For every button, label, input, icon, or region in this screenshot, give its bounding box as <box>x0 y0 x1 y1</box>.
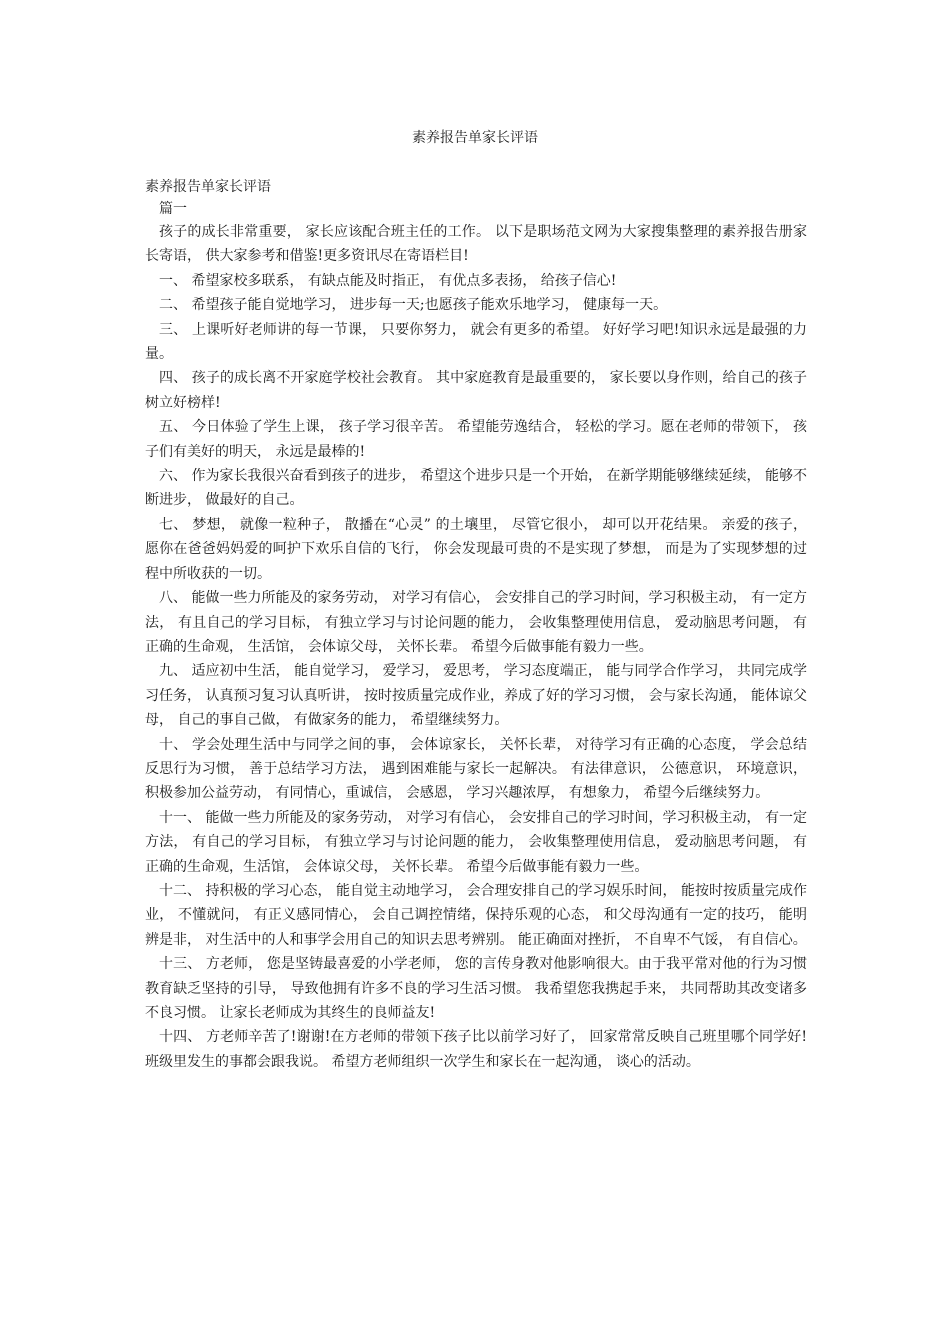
paragraph-4: 四、 孩子的成长离不开家庭学校社会教育。 其中家庭教育是最重要的， 家长要以身作则，给自己的孩子树立好榜样! <box>145 370 807 411</box>
page-title: 素养报告单家长评语 <box>412 130 538 146</box>
document-body <box>145 176 807 1074</box>
paragraph-10: 十、 学会处理生活中与同学之间的事， 会体谅家长， 关怀长辈， 对待学习有正确的心态度， 学会总结反思行为习惯， 善于总结学习方法， 遇到困难能与家长一起解决。 有法律意识， 公德意识， 环境意识， 积极参加公益劳动， 有同情心，重诚信， 会感恩， 学习兴趣浓厚， 有想象力， 希望今后继续努力。 <box>145 736 807 802</box>
paragraph-9: 九、 适应初中生活， 能自觉学习， 爱学习， 爱思考， 学习态度端正， 能与同学合作学习， 共同完成学习任务， 认真预习复习认真听讲， 按时按质量完成作业，养成了好的学习习惯， 会与家长沟通， 能体谅父母， 自己的事自己做， 有做家务的能力， 希望继续努力。 <box>145 663 807 729</box>
paragraph-6: 六、 作为家长我很兴奋看到孩子的进步， 希望这个进步只是一个开始， 在新学期能够继续延续， 能够不断进步， 做最好的自己。 <box>145 468 807 509</box>
paragraph-2: 二、 希望孩子能自觉地学习， 进步每一天;也愿孩子能欢乐地学习， 健康每一天。 <box>159 297 668 314</box>
paragraph-12: 十二、 持积极的学习心态， 能自觉主动地学习， 会合理安排自己的学习娱乐时间， 能按时按质量完成作业， 不懂就问， 有正义感同情心， 会自己调控情绪，保持乐观的心态， 和父母沟通有一定的技巧， 能明辨是非， 对生活中的人和事学会用自己的知识去思考辨别。 能正确面对挫折， 不自卑不气馁， 有自信心。 <box>145 882 807 948</box>
document-subtitle: 素养报告单家长评语 <box>145 179 271 195</box>
paragraph-8: 八、 能做一些力所能及的家务劳动， 对学习有信心， 会安排自己的学习时间，学习积极主动， 有一定方法， 有且自己的学习目标， 有独立学习与讨论问题的能力， 会收集整理使用信息， 爱动脑思考问题， 有正确的生命观， 生活馆， 会体谅父母， 关怀长辈。 希望今后做事能有毅力一些。 <box>145 590 807 655</box>
paragraph-14: 十四、 方老师辛苦了!谢谢!在方老师的带领下孩子比以前学习好了， 回家常常反映自己班里哪个同学好!班级里发生的事都会跟我说。 希望方老师组织一次学生和家长在一起沟通， 谈心的活动。 <box>145 1029 807 1070</box>
section-label: 篇一 <box>159 201 187 217</box>
paragraph-13: 十三、 方老师， 您是坚铸最喜爱的小学老师， 您的言传身教对他影响很大。由于我平常对他的行为习惯教育缺乏坚持的引导， 导致他拥有许多不良的学习生活习惯。 我希望您我携起手来， 共同帮助其改变诸多不良习惯。 让家长老师成为其终生的良师益友! <box>145 956 807 1021</box>
paragraph-7: 七、 梦想， 就像一粒种子， 散播在“心灵” 的土壤里， 尽管它很小， 却可以开花结果。 亲爱的孩子， 愿你在爸爸妈妈爱的呵护下欢乐自信的飞行， 你会发现最可贵的不是实现了梦想， 而是为了实现梦想的过程中所收获的一切。 <box>145 516 807 582</box>
paragraph-11: 十一、 能做一些力所能及的家务劳动， 对学习有信心， 会安排自己的学习时间，学习积极主动， 有一定方法， 有自己的学习目标， 有独立学习与讨论问题的能力， 会收集整理使用信息， 爱动脑思考问题， 有正确的生命观，生活馆， 会体谅父母， 关怀长辈。 希望今后做事能有毅力一些。 <box>145 809 807 875</box>
paragraph-3: 三、 上课听好老师讲的每一节课， 只要你努力， 就会有更多的希望。 好好学习吧!知识永远是最强的力量。 <box>145 321 807 363</box>
paragraph-intro: 孩子的成长非常重要， 家长应该配合班主任的工作。 以下是职场范文网为大家搜集整理的素养报告册家长寄语， 供大家参考和借鉴!更多资讯尽在寄语栏目! <box>145 224 807 265</box>
paragraph-5: 五、 今日体验了学生上课， 孩子学习很辛苦。 希望能劳逸结合， 轻松的学习。愿在老师的带领下， 孩子们有美好的明天， 永远是最棒的! <box>145 419 807 460</box>
paragraph-1: 一、 希望家校多联系， 有缺点能及时指正， 有优点多表扬， 给孩子信心! <box>159 272 617 289</box>
